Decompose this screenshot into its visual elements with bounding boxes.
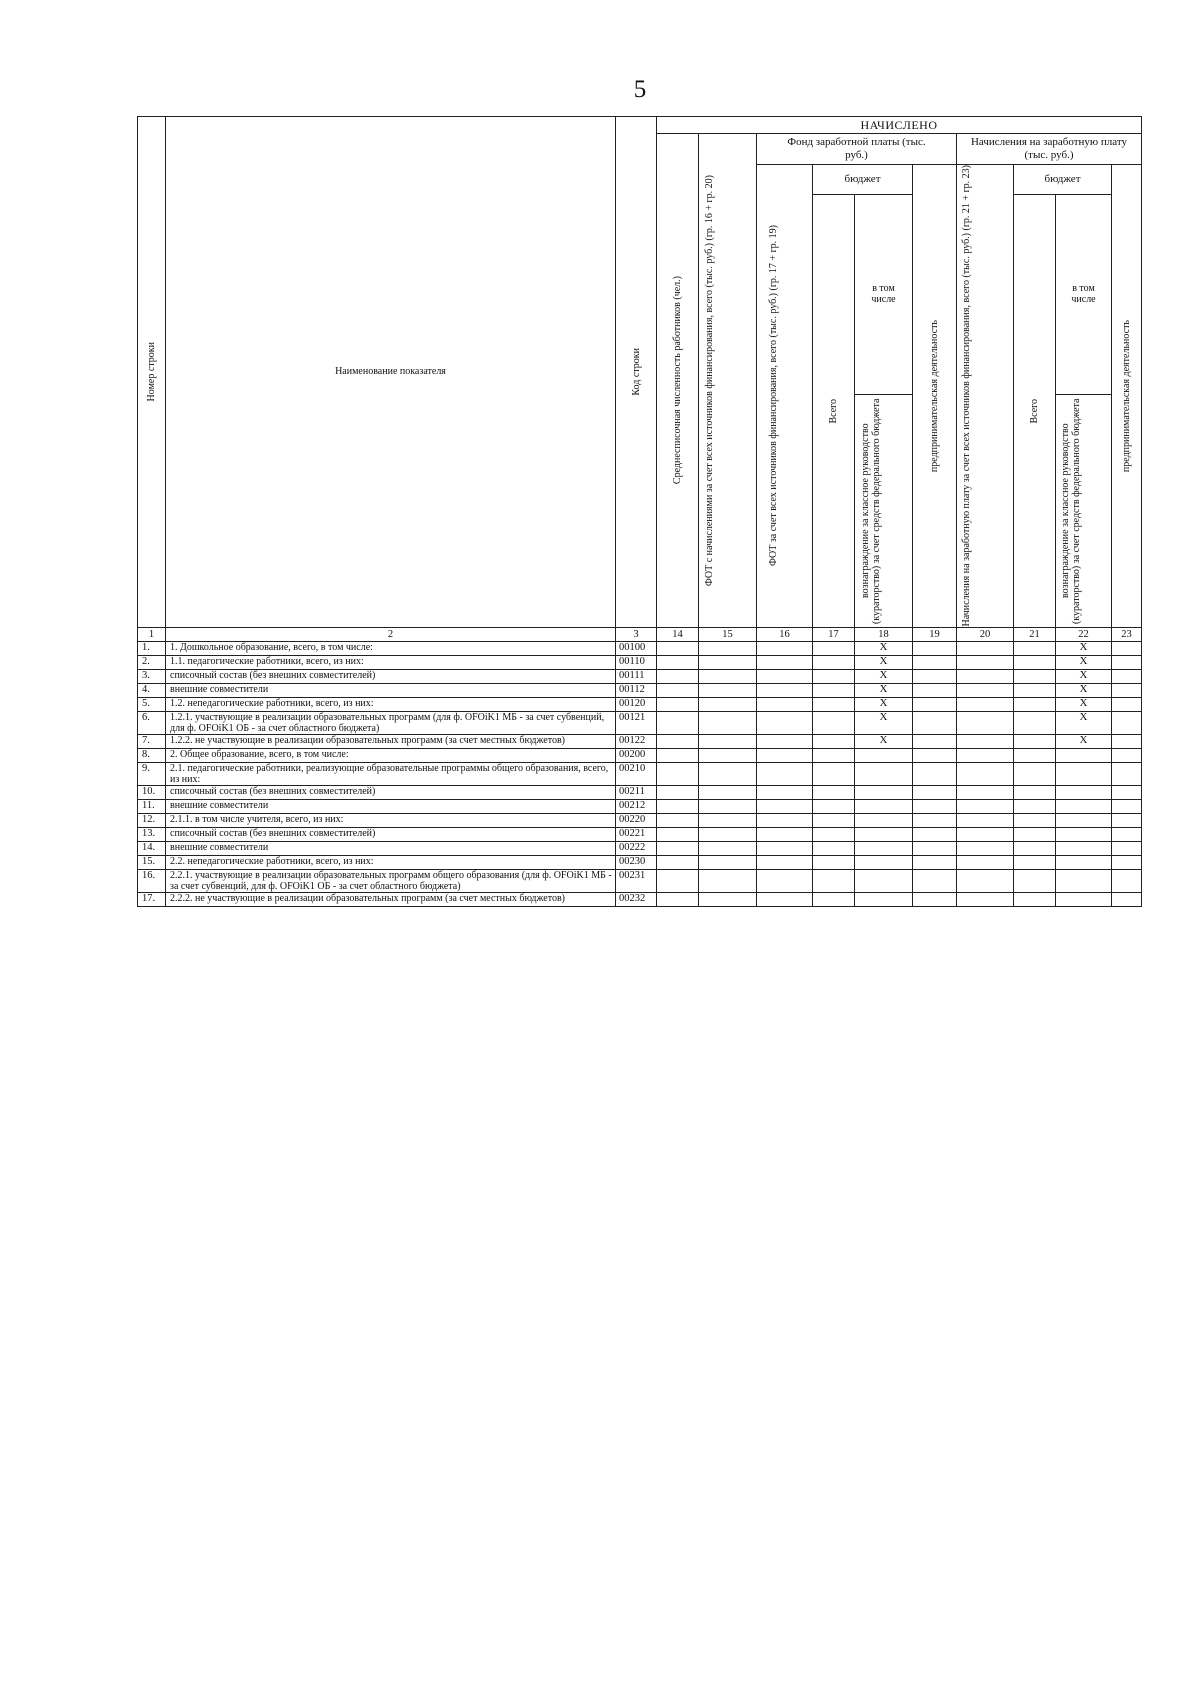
value-cell-col-21 [1014,748,1056,762]
value-cell-col-20 [957,841,1014,855]
value-cell-col-14 [657,641,699,655]
indicator-name-cell: 2.1.1. в том числе учителя, всего, из них: [166,813,616,827]
value-cell-col-17 [813,841,855,855]
value-cell-col-14 [657,669,699,683]
value-cell-col-16 [757,683,813,697]
value-cell-col-22 [1056,841,1112,855]
value-cell-col-20 [957,762,1014,785]
value-cell-col-14 [657,683,699,697]
header-budget: бюджет [813,165,913,195]
value-cell-col-14 [657,799,699,813]
value-cell-col-22 [1056,827,1112,841]
value-cell-col-14 [657,841,699,855]
header-class-reward: вознаграждение за классное руководство (кураторство) за счет средств федерального бюджета [855,394,913,627]
value-cell-col-19 [913,799,957,813]
value-cell-col-19 [913,683,957,697]
value-cell-col-22 [1056,855,1112,869]
value-cell-col-22: X [1056,697,1112,711]
value-cell-col-16 [757,892,813,906]
value-cell-col-19 [913,641,957,655]
indicator-name-cell: 2. Общее образование, всего, в том числе: [166,748,616,762]
header-charges-all-sources: Начисления на заработную плату за счет всех источников финансирования, всего (тыс. руб.) (гр. 21 + гр. 23) [957,165,1014,628]
value-cell-col-20 [957,855,1014,869]
value-cell-col-18 [855,892,913,906]
value-cell-col-19 [913,892,957,906]
value-cell-col-15 [699,711,757,734]
value-cell-col-16 [757,855,813,869]
value-cell-col-22 [1056,813,1112,827]
header-fot-with-charges: ФОТ с начислениями за счет всех источников финансирования, всего (тыс. руб.) (гр. 16 + гр. 20) [699,134,757,628]
row-number-cell: 15. [138,855,166,869]
value-cell-col-23 [1112,711,1142,734]
row-code-cell: 00220 [616,813,657,827]
value-cell-col-15 [699,892,757,906]
table-row [138,785,1142,799]
value-cell-col-16 [757,734,813,748]
indicator-name-cell: списочный состав (без внешних совместителей) [166,785,616,799]
value-cell-col-22 [1056,762,1112,785]
column-number-row [138,627,1142,641]
row-code-cell: 00211 [616,785,657,799]
value-cell-col-19 [913,813,957,827]
value-cell-col-16 [757,669,813,683]
value-cell-col-14 [657,869,699,892]
column-number: 22 [1056,627,1112,641]
header-row-code: Код строки [616,117,657,628]
header-including: в том числе [855,195,913,395]
value-cell-col-21 [1014,813,1056,827]
value-cell-col-19 [913,785,957,799]
value-cell-col-20 [957,827,1014,841]
value-cell-col-20 [957,799,1014,813]
value-cell-col-16 [757,799,813,813]
table-row [138,748,1142,762]
value-cell-col-23 [1112,762,1142,785]
value-cell-col-15 [699,697,757,711]
row-code-cell: 00222 [616,841,657,855]
value-cell-col-15 [699,669,757,683]
value-cell-col-17 [813,734,855,748]
value-cell-col-20 [957,669,1014,683]
value-cell-col-15 [699,855,757,869]
value-cell-col-18 [855,841,913,855]
value-cell-col-18 [855,799,913,813]
table-row [138,892,1142,906]
value-cell-col-19 [913,734,957,748]
table-row [138,669,1142,683]
value-cell-col-18 [855,855,913,869]
value-cell-col-21 [1014,827,1056,841]
row-code-cell: 00122 [616,734,657,748]
table-row [138,683,1142,697]
value-cell-col-21 [1014,669,1056,683]
value-cell-col-22 [1056,869,1112,892]
value-cell-col-18: X [855,711,913,734]
column-number: 18 [855,627,913,641]
row-code-cell: 00231 [616,869,657,892]
value-cell-col-14 [657,711,699,734]
value-cell-col-19 [913,697,957,711]
row-number-cell: 8. [138,748,166,762]
value-cell-col-22 [1056,799,1112,813]
header-row-1 [138,117,1142,134]
value-cell-col-17 [813,799,855,813]
value-cell-col-16 [757,785,813,799]
row-code-cell: 00212 [616,799,657,813]
value-cell-col-14 [657,855,699,869]
value-cell-col-23 [1112,813,1142,827]
value-cell-col-21 [1014,655,1056,669]
value-cell-col-18 [855,785,913,799]
value-cell-col-17 [813,748,855,762]
indicator-name-cell: 2.1. педагогические работники, реализующие образовательные программы общего образования, всего, из них: [166,762,616,785]
value-cell-col-16 [757,655,813,669]
value-cell-col-18: X [855,734,913,748]
row-code-cell: 00100 [616,641,657,655]
value-cell-col-21 [1014,697,1056,711]
value-cell-col-16 [757,711,813,734]
row-number-cell: 11. [138,799,166,813]
value-cell-col-18 [855,869,913,892]
value-cell-col-19 [913,869,957,892]
value-cell-col-18: X [855,669,913,683]
value-cell-col-16 [757,697,813,711]
value-cell-col-17 [813,655,855,669]
row-code-cell: 00210 [616,762,657,785]
value-cell-col-14 [657,892,699,906]
value-cell-col-19 [913,855,957,869]
value-cell-col-15 [699,841,757,855]
value-cell-col-17 [813,683,855,697]
value-cell-col-21 [1014,841,1056,855]
value-cell-col-23 [1112,827,1142,841]
value-cell-col-16 [757,641,813,655]
value-cell-col-19 [913,762,957,785]
value-cell-col-18: X [855,655,913,669]
indicator-name-cell: 1.2. непедагогические работники, всего, из них: [166,697,616,711]
value-cell-col-20 [957,734,1014,748]
value-cell-col-21 [1014,892,1056,906]
value-cell-col-21 [1014,855,1056,869]
value-cell-col-23 [1112,785,1142,799]
value-cell-col-22: X [1056,711,1112,734]
value-cell-col-23 [1112,748,1142,762]
indicator-name-cell: 1.2.2. не участвующие в реализации образовательных программ (за счет местных бюджетов) [166,734,616,748]
value-cell-col-14 [657,827,699,841]
row-number-cell: 6. [138,711,166,734]
value-cell-col-18: X [855,683,913,697]
value-cell-col-22: X [1056,641,1112,655]
row-number-cell: 10. [138,785,166,799]
row-number-cell: 2. [138,655,166,669]
value-cell-col-21 [1014,683,1056,697]
value-cell-col-21 [1014,799,1056,813]
column-number: 14 [657,627,699,641]
row-code-cell: 00200 [616,748,657,762]
row-code-cell: 00230 [616,855,657,869]
table-row [138,697,1142,711]
value-cell-col-20 [957,683,1014,697]
value-cell-col-23 [1112,892,1142,906]
row-number-cell: 4. [138,683,166,697]
value-cell-col-14 [657,748,699,762]
header-business: предпринимательская деятельность [913,165,957,628]
value-cell-col-14 [657,762,699,785]
header-wage-fund: Фонд заработной платы (тыс. руб.) [757,134,957,165]
column-number: 16 [757,627,813,641]
value-cell-col-14 [657,655,699,669]
value-cell-col-20 [957,892,1014,906]
table-row [138,711,1142,734]
header-class-reward-2: вознаграждение за классное руководство (кураторство) за счет средств федерального бюджета [1056,394,1112,627]
header-total: Всего [813,195,855,628]
indicator-name-cell: внешние совместители [166,799,616,813]
value-cell-col-20 [957,641,1014,655]
table-row [138,841,1142,855]
column-number: 2 [166,627,616,641]
table-body [138,641,1142,906]
row-number-cell: 16. [138,869,166,892]
row-number-cell: 12. [138,813,166,827]
value-cell-col-17 [813,669,855,683]
value-cell-col-15 [699,869,757,892]
table-row [138,762,1142,785]
column-number: 23 [1112,627,1142,641]
header-headcount: Среднесписочная численность работников (чел.) [657,134,699,628]
value-cell-col-15 [699,785,757,799]
value-cell-col-18: X [855,641,913,655]
value-cell-col-18 [855,813,913,827]
header-indicator-name: Наименование показателя [166,117,616,628]
indicator-name-cell: 1. Дошкольное образование, всего, в том числе: [166,641,616,655]
table-row [138,799,1142,813]
column-number: 21 [1014,627,1056,641]
value-cell-col-21 [1014,734,1056,748]
value-cell-col-16 [757,827,813,841]
value-cell-col-23 [1112,799,1142,813]
value-cell-col-21 [1014,785,1056,799]
table-row [138,855,1142,869]
row-code-cell: 00221 [616,827,657,841]
header-business-2: предпринимательская деятельность [1112,165,1142,628]
column-number: 3 [616,627,657,641]
value-cell-col-17 [813,711,855,734]
value-cell-col-19 [913,669,957,683]
row-number-cell: 14. [138,841,166,855]
value-cell-col-14 [657,734,699,748]
value-cell-col-20 [957,813,1014,827]
row-number-cell: 13. [138,827,166,841]
header-wage-charges: Начисления на заработную плату (тыс. руб.) [957,134,1142,165]
value-cell-col-15 [699,641,757,655]
column-number: 20 [957,627,1014,641]
indicator-name-cell: 1.1. педагогические работники, всего, из них: [166,655,616,669]
table-row [138,641,1142,655]
indicator-name-cell: 2.2.1. участвующие в реализации образовательных программ общего образования (для ф. OFOiK1 МБ - за счет субвенций, для ф. OFOiK1 ОБ - за счет областного бюджета) [166,869,616,892]
value-cell-col-17 [813,892,855,906]
value-cell-col-20 [957,785,1014,799]
row-number-cell: 1. [138,641,166,655]
value-cell-col-23 [1112,655,1142,669]
value-cell-col-23 [1112,669,1142,683]
value-cell-col-22: X [1056,683,1112,697]
value-cell-col-17 [813,697,855,711]
value-cell-col-16 [757,869,813,892]
table-row [138,813,1142,827]
value-cell-col-20 [957,711,1014,734]
value-cell-col-20 [957,655,1014,669]
value-cell-col-19 [913,748,957,762]
value-cell-col-17 [813,869,855,892]
indicator-name-cell: 2.2. непедагогические работники, всего, из них: [166,855,616,869]
report-table [137,116,1142,907]
row-number-cell: 5. [138,697,166,711]
indicator-name-cell: списочный состав (без внешних совместителей) [166,827,616,841]
value-cell-col-22 [1056,785,1112,799]
value-cell-col-16 [757,813,813,827]
row-code-cell: 00111 [616,669,657,683]
row-code-cell: 00120 [616,697,657,711]
row-number-cell: 7. [138,734,166,748]
value-cell-col-18 [855,762,913,785]
value-cell-col-21 [1014,762,1056,785]
header-total-2: Всего [1014,195,1056,628]
value-cell-col-15 [699,748,757,762]
value-cell-col-18: X [855,697,913,711]
column-number: 19 [913,627,957,641]
table-row [138,827,1142,841]
value-cell-col-17 [813,641,855,655]
indicator-name-cell: 2.2.2. не участвующие в реализации образовательных программ (за счет местных бюджетов) [166,892,616,906]
row-number-cell: 3. [138,669,166,683]
table-row [138,655,1142,669]
value-cell-col-20 [957,748,1014,762]
value-cell-col-22 [1056,892,1112,906]
header-including-2: в том числе [1056,195,1112,395]
value-cell-col-17 [813,785,855,799]
value-cell-col-14 [657,697,699,711]
value-cell-col-15 [699,827,757,841]
column-number: 17 [813,627,855,641]
row-number-cell: 17. [138,892,166,906]
value-cell-col-15 [699,762,757,785]
header-accrued: НАЧИСЛЕНО [657,117,1142,134]
column-number: 1 [138,627,166,641]
value-cell-col-23 [1112,734,1142,748]
table-row [138,869,1142,892]
value-cell-col-14 [657,785,699,799]
value-cell-col-14 [657,813,699,827]
value-cell-col-22: X [1056,734,1112,748]
column-number: 15 [699,627,757,641]
value-cell-col-19 [913,827,957,841]
value-cell-col-16 [757,841,813,855]
header-budget-2: бюджет [1014,165,1112,195]
value-cell-col-18 [855,748,913,762]
value-cell-col-20 [957,869,1014,892]
header-row-number: Номер строки [138,117,166,628]
value-cell-col-22: X [1056,655,1112,669]
value-cell-col-15 [699,655,757,669]
value-cell-col-23 [1112,683,1142,697]
value-cell-col-20 [957,697,1014,711]
value-cell-col-19 [913,711,957,734]
value-cell-col-16 [757,748,813,762]
value-cell-col-17 [813,827,855,841]
value-cell-col-21 [1014,641,1056,655]
table-row [138,734,1142,748]
value-cell-col-21 [1014,869,1056,892]
value-cell-col-15 [699,799,757,813]
value-cell-col-16 [757,762,813,785]
value-cell-col-23 [1112,641,1142,655]
value-cell-col-23 [1112,697,1142,711]
header-fot-all-sources: ФОТ за счет всех источников финансирования, всего (тыс. руб.) (гр. 17 + гр. 19) [757,165,813,628]
value-cell-col-15 [699,734,757,748]
row-code-cell: 00110 [616,655,657,669]
value-cell-col-17 [813,855,855,869]
value-cell-col-23 [1112,841,1142,855]
value-cell-col-19 [913,841,957,855]
indicator-name-cell: 1.2.1. участвующие в реализации образовательных программ (для ф. OFOiK1 МБ - за счет субвенций, для ф. OFOiK1 ОБ - за счет областного бюджета) [166,711,616,734]
value-cell-col-18 [855,827,913,841]
row-code-cell: 00232 [616,892,657,906]
value-cell-col-19 [913,655,957,669]
page-number: 5 [633,76,647,103]
value-cell-col-22: X [1056,669,1112,683]
value-cell-col-22 [1056,748,1112,762]
value-cell-col-17 [813,762,855,785]
indicator-name-cell: списочный состав (без внешних совместителей) [166,669,616,683]
value-cell-col-23 [1112,869,1142,892]
value-cell-col-23 [1112,855,1142,869]
indicator-name-cell: внешние совместители [166,841,616,855]
indicator-name-cell: внешние совместители [166,683,616,697]
row-code-cell: 00112 [616,683,657,697]
row-number-cell: 9. [138,762,166,785]
value-cell-col-21 [1014,711,1056,734]
row-code-cell: 00121 [616,711,657,734]
value-cell-col-17 [813,813,855,827]
value-cell-col-15 [699,813,757,827]
value-cell-col-15 [699,683,757,697]
